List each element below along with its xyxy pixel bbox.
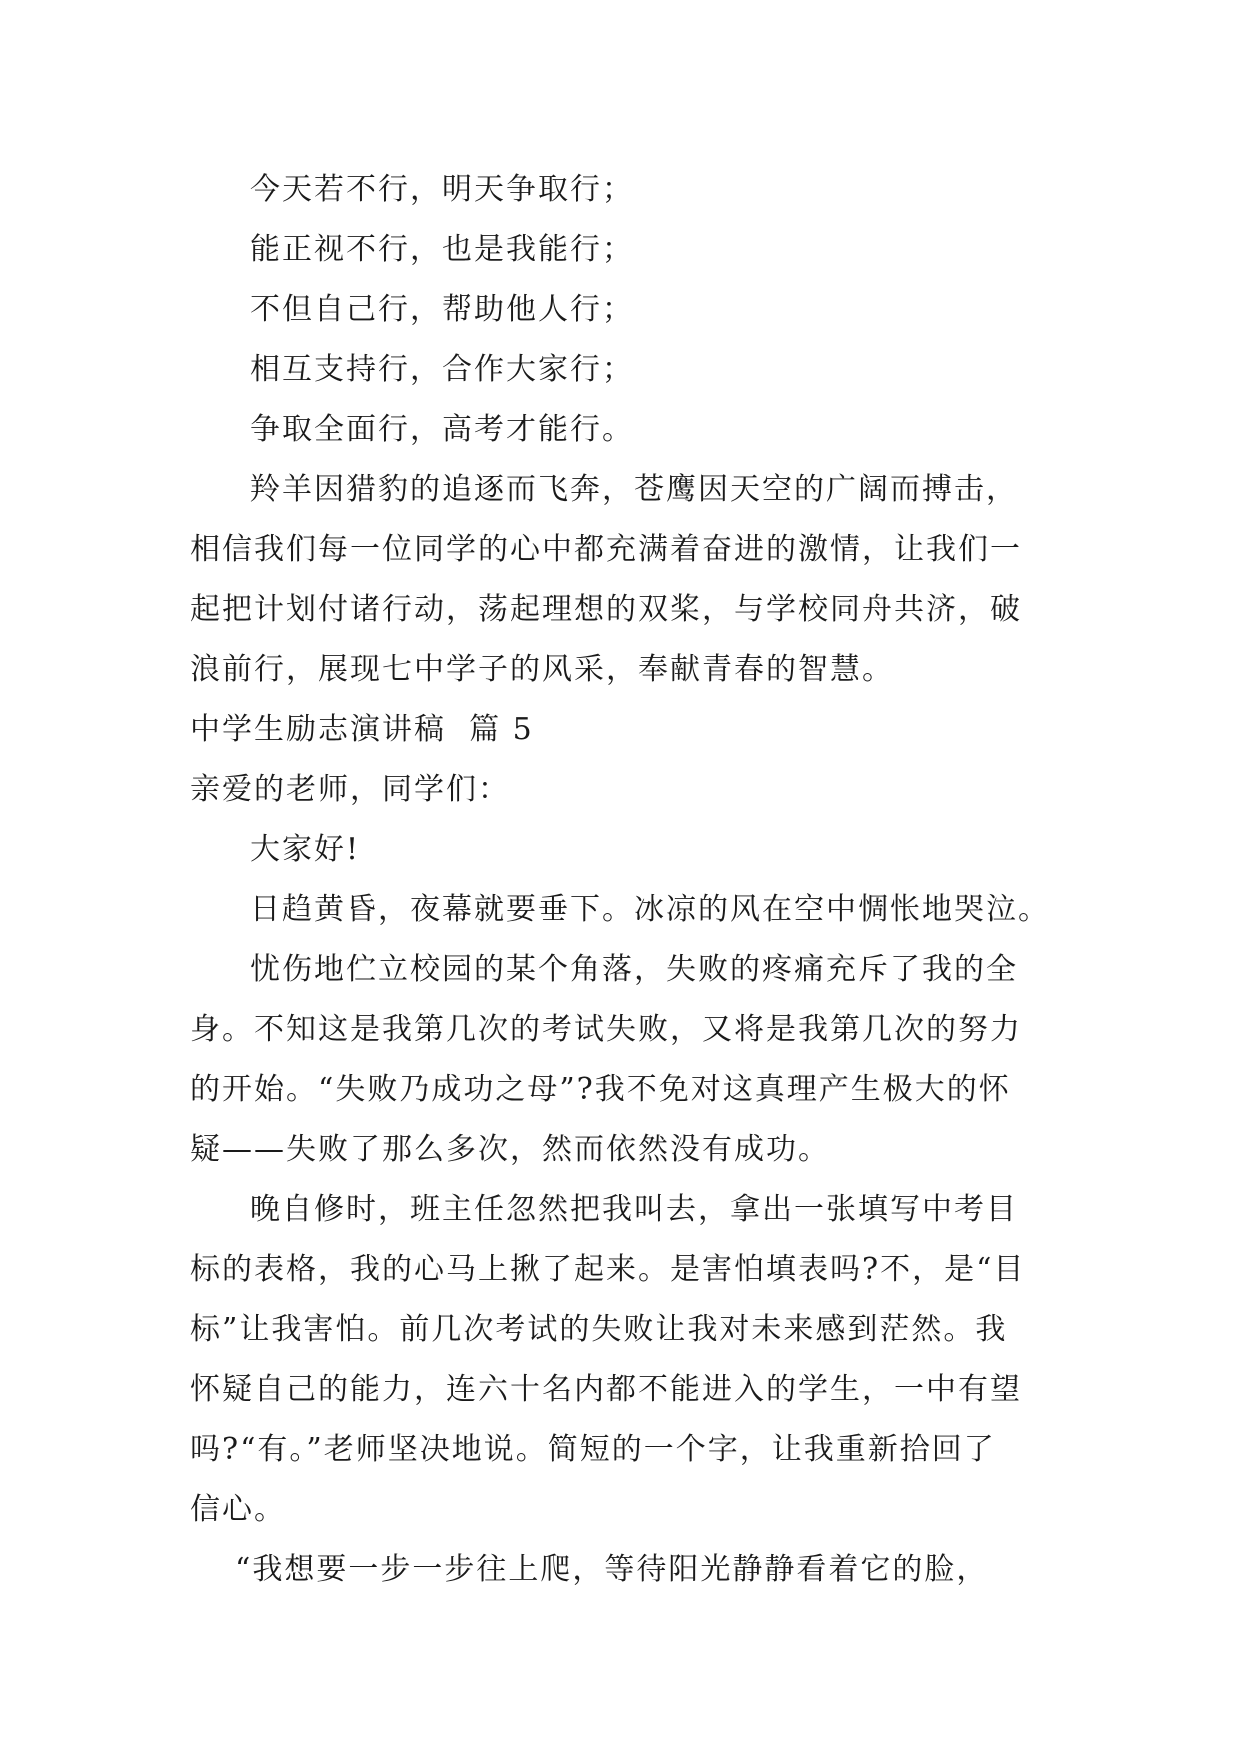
section-heading: 中学生励志演讲稿 篇 5 xyxy=(190,712,534,747)
poem-line: 不但自己行，帮助他人行； xyxy=(250,292,634,327)
poem-line: 能正视不行，也是我能行； xyxy=(250,232,634,267)
paragraph-line: 标的表格，我的心马上揪了起来。是害怕填表吗?不，是“目 xyxy=(190,1252,1026,1287)
paragraph-line: 浪前行，展现七中学子的风采，奉献青春的智慧。 xyxy=(190,652,894,687)
paragraph-line: 忧伤地伫立校园的某个角落，失败的疼痛充斥了我的全 xyxy=(250,952,1018,987)
document-body xyxy=(190,160,1050,1600)
greeting: 大家好! xyxy=(250,832,361,867)
paragraph-line: 相信我们每一位同学的心中都充满着奋进的激情，让我们一 xyxy=(190,532,1022,567)
paragraph-line: 身。不知这是我第几次的考试失败，又将是我第几次的努力 xyxy=(190,1012,1022,1047)
poem-line: 今天若不行，明天争取行； xyxy=(250,172,634,207)
paragraph-line: 羚羊因猎豹的追逐而飞奔，苍鹰因天空的广阔而搏击， xyxy=(250,472,1018,507)
paragraph-line: 标”让我害怕。前几次考试的失败让我对未来感到茫然。我 xyxy=(190,1312,1008,1347)
paragraph-line: 信心。 xyxy=(190,1492,286,1527)
paragraph-line: 疑——失败了那么多次，然而依然没有成功。 xyxy=(190,1132,830,1167)
paragraph-line: “我想要一步一步往上爬，等待阳光静静看着它的脸， xyxy=(235,1552,989,1587)
paragraph-line: 起把计划付诸行动，荡起理想的双桨，与学校同舟共济，破 xyxy=(190,592,1022,627)
paragraph-line: 怀疑自己的能力，连六十名内都不能进入的学生，一中有望 xyxy=(190,1372,1022,1407)
salutation: 亲爱的老师，同学们： xyxy=(190,772,510,807)
paragraph-line: 日趋黄昏，夜幕就要垂下。冰凉的风在空中惆怅地哭泣。 xyxy=(250,892,1050,927)
paragraph-line: 的开始。“失败乃成功之母”?我不免对这真理产生极大的怀 xyxy=(190,1072,1011,1107)
paragraph-line: 晚自修时，班主任忽然把我叫去，拿出一张填写中考目 xyxy=(250,1192,1018,1227)
poem-line: 相互支持行，合作大家行； xyxy=(250,352,634,387)
paragraph-line: 吗?“有。”老师坚决地说。简短的一个字，让我重新拾回了 xyxy=(190,1432,996,1467)
poem-line: 争取全面行，高考才能行。 xyxy=(250,412,634,447)
